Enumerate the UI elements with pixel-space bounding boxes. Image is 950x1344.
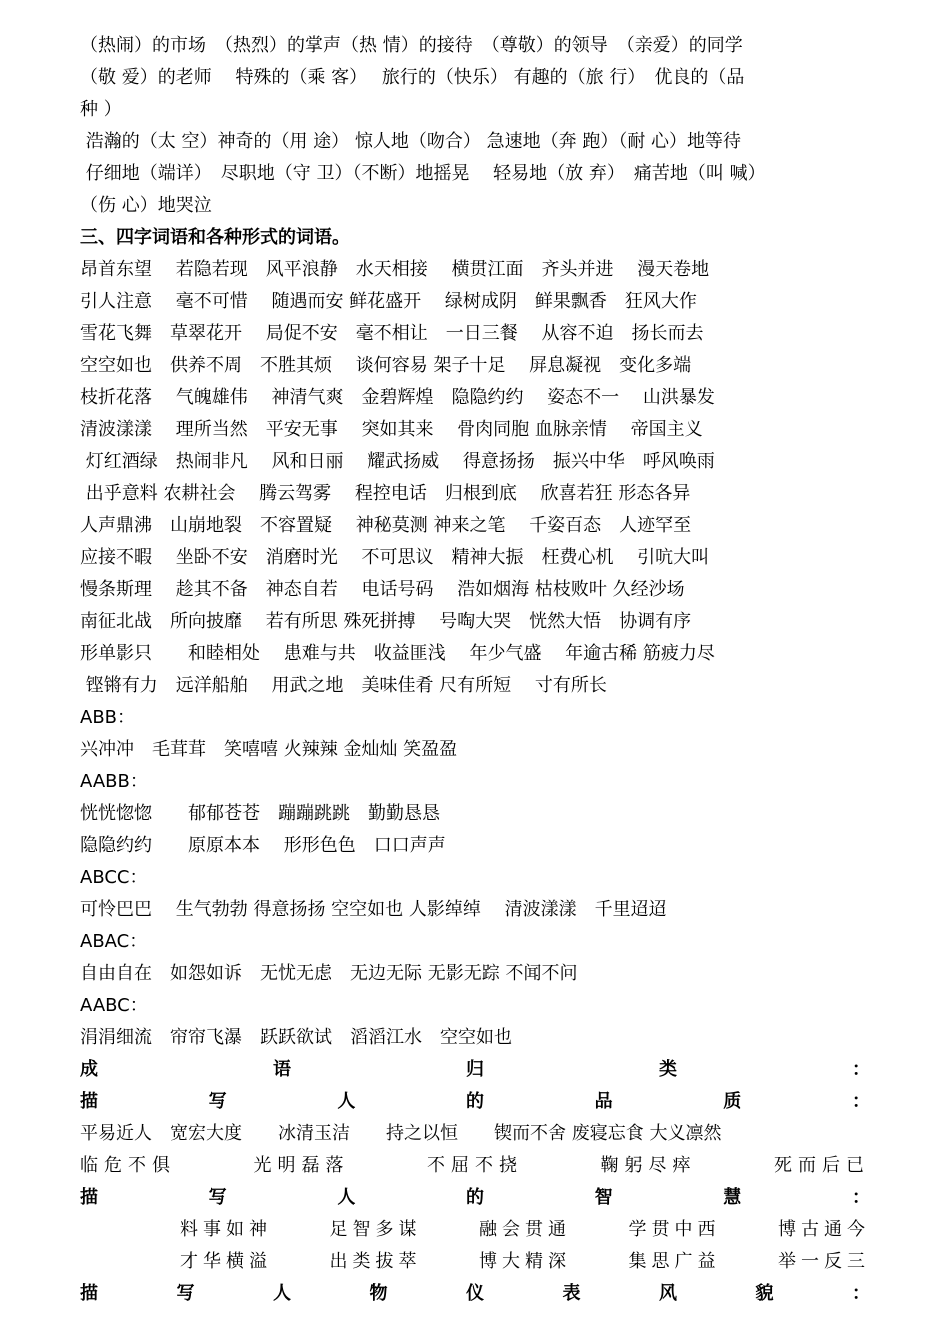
idiom-line: 慢条斯理 趁其不备 神态自若 电话号码 浩如烟海 枯枝败叶 久经沙场: [80, 579, 685, 600]
heading-pinzhi: 描 写 人 的 品 质 ：: [80, 1091, 870, 1112]
idiom-line: 形单影只 和睦相处 患难与共 收益匪浅 年少气盛 年逾古稀 筋疲力尽: [80, 643, 715, 664]
pinzhi-line: 平易近人 宽宏大度 冰清玉洁 持之以恒 锲而不舍 废寝忘食 大义凛然: [80, 1123, 722, 1144]
section-title: 三、四字词语和各种形式的词语。: [80, 227, 350, 248]
text-line: （敬 爱）的老师 特殊的（乘 客） 旅行的（快乐） 有趣的（旅 行） 优良的（品: [80, 67, 745, 88]
idiom-line: 空空如也 供养不周 不胜其烦 谈何容易 架子十足 屏息凝视 变化多端: [80, 355, 692, 376]
idiom-line: 雪花飞舞 草翠花开 局促不安 毫不相让 一日三餐 从容不迫 扬长而去: [80, 323, 704, 344]
idiom-line: 铿锵有力 远洋船舶 用武之地 美味佳肴 尺有所短 寸有所长: [80, 675, 607, 696]
idiom-line: 人声鼎沸 山崩地裂 不容置疑 神秘莫测 神来之笔 千姿百态 人迹罕至: [80, 515, 692, 536]
pinzhi-line-spread: 临危不俱 光明磊落 不屈不挠 鞠躬尽瘁 死而后已: [80, 1155, 870, 1176]
text-line: 种 ）: [80, 99, 122, 120]
zhihui-line: 才华横溢 出类拔萃 博大精深 集思广益 举一反三: [180, 1251, 870, 1272]
form-line: 恍恍惚惚 郁郁苍苍 蹦蹦跳跳 勤勤恳恳: [80, 803, 440, 824]
form-line: 涓涓细流 帘帘飞瀑 跃跃欲试 滔滔江水 空空如也: [80, 1027, 512, 1048]
text-line: 仔细地（端详） 尽职地（守 卫）（不断）地摇晃 轻易地（放 弃） 痛苦地（叫 喊）: [80, 163, 766, 184]
idiom-line: 出乎意料 农耕社会 腾云驾雾 程控电话 归根到底 欣喜若狂 形态各异: [80, 483, 691, 504]
form-line: 可怜巴巴 生气勃勃 得意扬扬 空空如也 人影绰绰 清波漾漾 千里迢迢: [80, 899, 667, 920]
form-label-abac: ABAC：: [80, 931, 148, 952]
idiom-line: 引人注意 毫不可惜 随遇而安 鲜花盛开 绿树成阴 鲜果飘香 狂风大作: [80, 291, 697, 312]
text-line: 浩瀚的（太 空）神奇的（用 途） 惊人地（吻合） 急速地（奔 跑）（耐 心）地等待: [80, 131, 742, 152]
form-label-abb: ABB：: [80, 707, 136, 728]
idiom-line: 枝折花落 气魄雄伟 神清气爽 金碧辉煌 隐隐约约 姿态不一 山洪暴发: [80, 387, 715, 408]
document-page: [80, 30, 870, 1310]
form-line: 兴冲冲 毛茸茸 笑嘻嘻 火辣辣 金灿灿 笑盈盈: [80, 739, 458, 760]
heading-yibiao: 描 写 人 物 仪 表 风 貌 ：: [80, 1283, 870, 1304]
heading-zhihui: 描 写 人 的 智 慧 ：: [80, 1187, 870, 1208]
form-label-abcc: ABCC：: [80, 867, 148, 888]
idiom-line: 南征北战 所向披靡 若有所思 殊死拼搏 号啕大哭 恍然大悟 协调有序: [80, 611, 692, 632]
form-label-aabb: AABB：: [80, 771, 148, 792]
form-line: 隐隐约约 原原本本 形形色色 口口声声: [80, 835, 446, 856]
text-line: （热闹）的市场 （热烈）的掌声（热 情）的接待 （尊敬）的领导 （亲爱）的同学: [80, 35, 743, 56]
zhihui-line: 料事如神 足智多谋 融会贯通 学贯中西 博古通今: [180, 1219, 870, 1240]
form-label-aabc: AABC：: [80, 995, 148, 1016]
idiom-line: 应接不暇 坐卧不安 消磨时光 不可思议 精神大振 枉费心机 引吭大叫: [80, 547, 710, 568]
text-line: （伤 心）地哭泣: [80, 195, 212, 216]
idiom-line: 昂首东望 若隐若现 风平浪静 水天相接 横贯江面 齐头并进 漫天卷地: [80, 259, 710, 280]
idiom-line: 灯红酒绿 热闹非凡 风和日丽 耀武扬威 得意扬扬 振兴中华 呼风唤雨: [80, 451, 715, 472]
form-line: 自由自在 如怨如诉 无忧无虑 无边无际 无影无踪 不闻不问: [80, 963, 578, 984]
idiom-line: 清波漾漾 理所当然 平安无事 突如其来 骨肉同胞 血脉亲情 帝国主义: [80, 419, 703, 440]
heading-chengyu-guilei: 成 语 归 类 ：: [80, 1059, 870, 1080]
